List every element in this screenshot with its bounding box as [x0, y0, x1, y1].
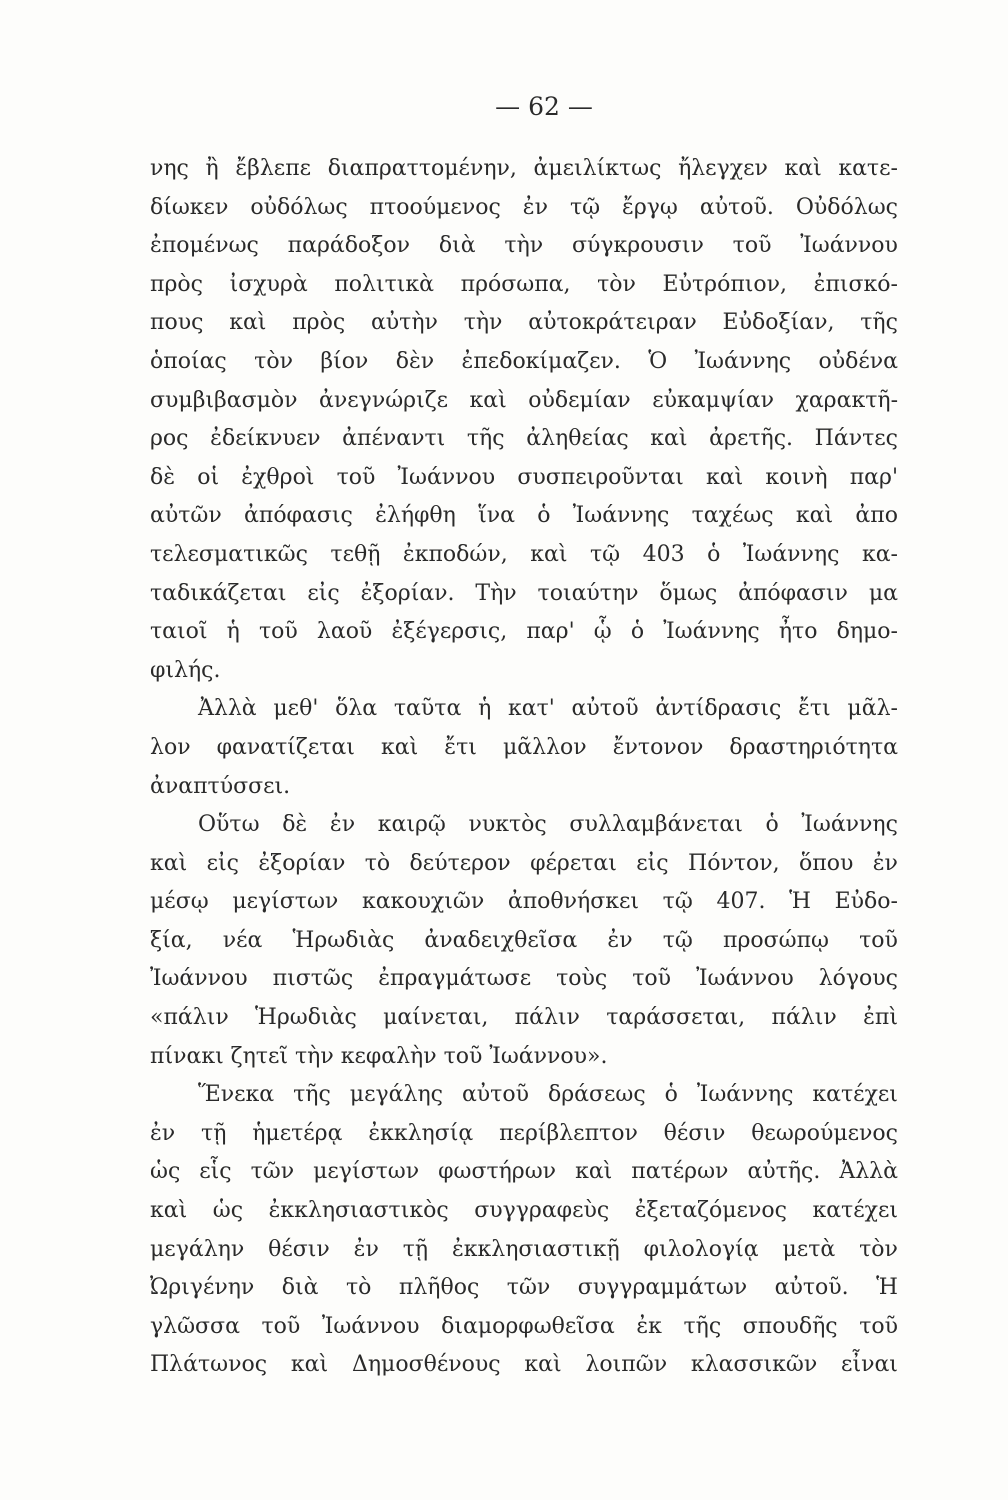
word: ρος: [150, 426, 189, 452]
word: λοιπῶν: [585, 1352, 668, 1378]
word: τοιαύτην: [537, 580, 639, 606]
word: 403: [642, 541, 685, 567]
word: βίον: [320, 348, 369, 374]
word: οὐδόλως: [250, 194, 348, 220]
body-text: [150, 150, 898, 1385]
word: ὁποίας: [150, 348, 227, 374]
word: περίβλεπτον: [499, 1120, 638, 1146]
word: ἐξέγερσις,: [391, 619, 508, 645]
word: Ἡρωδιὰς: [292, 927, 395, 953]
word: πρόσωπα,: [460, 271, 571, 297]
word: Ἰωάννου: [321, 1313, 420, 1339]
word: ἡμετέρᾳ: [252, 1120, 343, 1146]
word: ἐκκλησιαστικὸς: [268, 1198, 449, 1224]
text-line: [150, 1115, 898, 1154]
word: κατ': [507, 696, 555, 722]
word: Ἡ: [789, 889, 811, 915]
word: καὶ: [290, 1352, 329, 1378]
word: μᾶλ-: [847, 696, 898, 722]
word: εἰς: [636, 850, 669, 876]
word: κακουχιῶν: [361, 889, 485, 915]
word: Οὕτω: [198, 812, 260, 838]
word: ὁ: [537, 503, 551, 529]
word: πολιτικὰ: [334, 271, 435, 297]
word: μεγάλην: [150, 1236, 245, 1262]
word: μετὰ: [782, 1236, 836, 1262]
word: τῆς: [466, 426, 505, 452]
word: καὶ: [795, 503, 834, 529]
word: ταράσσεται,: [606, 1005, 746, 1031]
word: ὅπου: [799, 850, 854, 876]
word: ἐν: [522, 194, 548, 220]
word: καὶ: [575, 1159, 613, 1185]
word: κατέχει: [812, 1198, 898, 1224]
word: ξία,: [150, 927, 193, 953]
word: τῶν: [506, 1275, 551, 1301]
word: εἷς: [199, 1159, 232, 1185]
word: Ἰωάννου: [800, 233, 898, 259]
word: ὡς: [212, 1198, 244, 1224]
word: ἵνα: [478, 503, 515, 529]
word: διαμορφωθεῖσα: [441, 1313, 615, 1339]
word: αὐτῆς.: [747, 1159, 821, 1185]
text-line: [150, 883, 898, 922]
word: μα: [868, 580, 898, 606]
word: Πάντες: [814, 426, 898, 452]
word: τεθῇ: [330, 541, 381, 567]
word: ὅλα: [335, 696, 378, 722]
word: Ἰωάννης: [572, 503, 670, 529]
word: καὶ: [150, 850, 188, 876]
word: Ἰωάννου: [150, 966, 248, 992]
word: Ἀλλὰ: [839, 1159, 898, 1185]
word: νυκτὸς: [468, 812, 547, 838]
text-line: [150, 266, 898, 305]
word: σπουδῆς: [742, 1313, 838, 1339]
text-line: [150, 1269, 898, 1308]
text-line: [150, 613, 898, 652]
word: κλασσικῶν: [690, 1352, 818, 1378]
word: τῶν: [250, 1159, 295, 1185]
word: ἀρετῆς.: [709, 426, 794, 452]
word: αὐτῶν: [150, 503, 222, 529]
text-line: [150, 459, 898, 498]
word: διὰ: [438, 233, 476, 259]
word: πλῆθος: [398, 1275, 480, 1301]
word: μέσῳ: [150, 889, 209, 915]
word: Εὐδο-: [834, 889, 898, 915]
word: κοινὴ: [765, 464, 828, 490]
word: καὶ: [229, 310, 267, 336]
word: ἔργῳ: [622, 194, 678, 220]
word: οὐδένα: [818, 348, 898, 374]
word: ἐξορίαν.: [360, 580, 455, 606]
word: τὸ: [364, 850, 391, 876]
word: σύγκρουσιν: [571, 233, 704, 259]
word: καὶ: [380, 734, 419, 760]
word: τὸν: [254, 348, 293, 374]
word: Ἀλλὰ: [198, 696, 257, 722]
word: πιστῶς: [272, 966, 354, 992]
text-line: [150, 1308, 898, 1347]
word: τῆς: [860, 310, 898, 336]
word: προσώπῳ: [722, 927, 829, 953]
word: τῆς: [293, 1082, 331, 1108]
text-line: [150, 150, 898, 189]
word: ἀποθνήσκει: [507, 889, 640, 915]
word: νης: [150, 156, 189, 181]
word: καὶ: [469, 387, 507, 413]
word: φωστήρων: [438, 1159, 557, 1185]
word: Ἰωάννου: [696, 966, 794, 992]
word: φιλολογίᾳ: [643, 1236, 759, 1262]
word: καὶ: [150, 1198, 188, 1224]
word: καὶ: [650, 426, 688, 452]
word: Ἕνεκα: [198, 1082, 275, 1108]
word: μεγάλης: [349, 1082, 443, 1108]
word: Ἰωάννης: [663, 619, 760, 645]
word: ὁ: [664, 1082, 678, 1108]
text-line: [150, 1076, 898, 1115]
word: δημο-: [836, 619, 898, 645]
text-line: [150, 497, 898, 536]
text-line: φιλής.: [150, 657, 221, 683]
word: καιρῷ: [377, 812, 446, 838]
word: τοῦ: [258, 619, 298, 645]
word: αὐτοῦ.: [774, 1275, 849, 1301]
word: Ὁ: [648, 348, 668, 374]
word: δὲ: [282, 812, 308, 838]
text-line: [150, 845, 898, 884]
word: ἐπραγμάτωσε: [378, 966, 532, 992]
word: τῆς: [683, 1313, 722, 1339]
word: τοῦ: [859, 1313, 898, 1339]
word: ἀντίδρασις: [655, 696, 782, 722]
word: Ἰωάννης: [801, 812, 898, 838]
word: μᾶλλον: [502, 734, 587, 760]
word: ἔβλεπε: [235, 156, 312, 181]
word: Πόντον,: [688, 850, 780, 876]
word: «πάλιν: [150, 1005, 229, 1031]
word: εἶναι: [841, 1352, 898, 1378]
word: Οὐδόλως: [795, 194, 898, 220]
word: Ἰωάννου: [397, 464, 496, 490]
word: τοῦ: [732, 233, 772, 259]
word: αὐτοῦ: [571, 696, 639, 722]
word: ἀνεγνώριζε: [319, 387, 449, 413]
word: τοὺς: [556, 966, 608, 992]
word: χαρακτῆ-: [795, 387, 898, 413]
word: φανατίζεται: [216, 734, 355, 760]
word: ἐν: [329, 812, 356, 838]
word: δὲν: [395, 348, 435, 374]
word: μεγίστων: [232, 889, 339, 915]
word: ἐκκλησιαστικῇ: [451, 1236, 620, 1262]
word: κατέχει: [812, 1082, 898, 1108]
word: Ἰωάννης: [742, 541, 840, 567]
word: Δημοσθένους: [351, 1352, 501, 1378]
word: ἀμειλίκτως: [533, 156, 662, 181]
word: ἢ: [205, 156, 219, 181]
word: τὸν: [859, 1236, 898, 1262]
word: καὶ: [530, 541, 568, 567]
text-line: [150, 1192, 898, 1231]
word: ἐπὶ: [863, 1005, 898, 1031]
text-line: [150, 922, 898, 961]
text-line: [150, 1231, 898, 1270]
word: ὁ: [707, 541, 721, 567]
word: ἐπισκό-: [813, 271, 898, 297]
text-line: [150, 420, 898, 459]
word: τῷ: [662, 889, 693, 915]
word: θέσιν: [268, 1236, 330, 1262]
word: τοῦ: [336, 464, 376, 490]
word: δραστηριότητα: [729, 734, 898, 760]
word: συμβιβασμὸν: [150, 387, 298, 413]
word: λόγους: [818, 966, 898, 992]
word: Ἡ: [876, 1275, 898, 1301]
word: πτοούμενος: [369, 194, 501, 220]
word: οἱ: [197, 464, 220, 490]
word: ἐκ: [636, 1313, 662, 1339]
word: αὐτοῦ.: [699, 194, 774, 220]
word: κατε-: [838, 156, 898, 181]
word: αὐτοῦ: [461, 1082, 529, 1108]
word: λαοῦ: [316, 619, 373, 645]
word: τοῦ: [859, 927, 898, 953]
word: 407.: [716, 889, 766, 915]
word: ἀπόφασιν: [738, 580, 848, 606]
word: τῷ: [590, 541, 621, 567]
text-line: [150, 729, 898, 768]
word: ἤλεγχεν: [678, 156, 768, 181]
word: ἐπομένως: [150, 233, 259, 259]
word: τὴν: [504, 233, 544, 259]
word: ἀναδειχθεῖσα: [424, 927, 578, 953]
word: παράδοξον: [287, 233, 411, 259]
word: τοῦ: [632, 966, 672, 992]
page-number: — 62 —: [495, 92, 593, 121]
word: Τὴν: [475, 580, 517, 606]
word: οὐδεμίαν: [528, 387, 631, 413]
word: τὸ: [345, 1275, 372, 1301]
word: καὶ: [784, 156, 822, 181]
word: συλλαμβάνεται: [569, 812, 743, 838]
text-line: [150, 1346, 898, 1385]
word: ἐν: [353, 1236, 379, 1262]
text-line: [150, 382, 898, 421]
word: τῇ: [201, 1120, 227, 1146]
word: ἐξεταζόμενος: [634, 1198, 787, 1224]
text-line: [150, 1153, 898, 1192]
text-line: [150, 189, 898, 228]
word: ἐχθροὶ: [241, 464, 315, 490]
word: παρ': [849, 464, 898, 490]
word: ἀπόφασις: [244, 503, 353, 529]
word: Ἰωάννης: [694, 348, 792, 374]
word: καὶ: [705, 464, 744, 490]
word: εὐκαμψίαν: [652, 387, 774, 413]
word: συγγραμμάτων: [577, 1275, 748, 1301]
word: συσπειροῦνται: [517, 464, 684, 490]
word: λον: [150, 734, 191, 760]
word: δὲ: [150, 464, 176, 490]
word: νέα: [222, 927, 263, 953]
word: δίωκεν: [150, 194, 229, 220]
text-line: ἀναπτύσσει.: [150, 773, 291, 799]
word: μεθ': [273, 696, 319, 722]
text-line: [150, 999, 898, 1038]
word: τὴν: [463, 310, 503, 336]
word: ἔντονον: [612, 734, 704, 760]
word: ἰσχυρὰ: [229, 271, 308, 297]
text-line: πίνακι ζητεῖ τὴν κεφαλὴν τοῦ Ἰωάννου».: [150, 1043, 608, 1069]
word: πάλιν: [771, 1005, 837, 1031]
word: γλῶσσα: [150, 1313, 240, 1339]
word: ἐν: [150, 1120, 176, 1146]
text-line: [150, 690, 898, 729]
word: διαπραττομένην,: [327, 156, 517, 181]
word: ἐδείκνυεν: [210, 426, 321, 452]
word: δεύτερον: [409, 850, 511, 876]
word: τῇ: [402, 1236, 429, 1262]
word: μεγίστων: [313, 1159, 420, 1185]
word: ταδικάζεται: [150, 580, 287, 606]
word: ἀπο: [855, 503, 898, 529]
word: τὸν: [597, 271, 636, 297]
text-line: [150, 343, 898, 382]
word: πρὸς: [292, 310, 346, 336]
text-line: [150, 227, 898, 266]
word: φέρεται: [530, 850, 617, 876]
word: δράσεως: [547, 1082, 646, 1108]
word: Ἡρωδιὰς: [255, 1005, 357, 1031]
word: Ἰωάννης: [696, 1082, 794, 1108]
word: πάλιν: [514, 1005, 580, 1031]
word: ἔτι: [798, 696, 831, 722]
word: ἦτο: [778, 619, 818, 645]
word: κα-: [861, 541, 898, 567]
word: ἐν: [872, 850, 898, 876]
text-line: [150, 806, 898, 845]
word: ταῦτα: [393, 696, 462, 722]
word: ἡ: [478, 696, 492, 722]
word: θεωρούμενος: [751, 1120, 898, 1146]
word: ταιοῖ: [150, 619, 208, 645]
word: πους: [150, 310, 204, 336]
word: ἐλήφθη: [375, 503, 456, 529]
word: μαίνεται,: [383, 1005, 489, 1031]
word: Ὠριγένην: [150, 1275, 255, 1301]
word: εἰς: [206, 850, 239, 876]
text-line: [150, 304, 898, 343]
word: ἀπέναντι: [342, 426, 446, 452]
word: ὁ: [630, 619, 645, 645]
word: πρὸς: [150, 271, 203, 297]
text-line: [150, 575, 898, 614]
word: ταχέως: [691, 503, 774, 529]
word: συγγραφεὺς: [474, 1198, 610, 1224]
word: αὐτὴν: [370, 310, 438, 336]
word: ἔτι: [444, 734, 477, 760]
word: τελεσματικῶς: [150, 541, 308, 567]
word: ἐξορίαν: [258, 850, 346, 876]
word: ἡ: [226, 619, 240, 645]
text-line: [150, 960, 898, 999]
text-line: [150, 536, 898, 575]
word: Πλάτωνος: [150, 1352, 268, 1378]
word: τῷ: [662, 927, 693, 953]
word: τοῦ: [261, 1313, 301, 1339]
word: ἐπεδοκίμαζεν.: [461, 348, 621, 374]
word: ὅμως: [659, 580, 718, 606]
word: εἰς: [307, 580, 340, 606]
word: ᾧ: [593, 619, 612, 645]
word: ἐν: [607, 927, 633, 953]
word: ἀληθείας: [526, 426, 629, 452]
word: τῷ: [569, 194, 601, 220]
word: διὰ: [281, 1275, 319, 1301]
word: ἐκκλησίᾳ: [368, 1120, 474, 1146]
word: αὐτοκράτειραν: [528, 310, 697, 336]
word: Εὐδοξίαν,: [722, 310, 835, 336]
word: Εὐτρόπιον,: [662, 271, 788, 297]
word: καὶ: [524, 1352, 562, 1378]
word: παρ': [526, 619, 575, 645]
word: πατέρων: [631, 1159, 729, 1185]
word: ὡς: [150, 1159, 181, 1185]
word: ἐκποδών,: [402, 541, 508, 567]
word: ὁ: [765, 812, 779, 838]
word: θέσιν: [663, 1120, 726, 1146]
